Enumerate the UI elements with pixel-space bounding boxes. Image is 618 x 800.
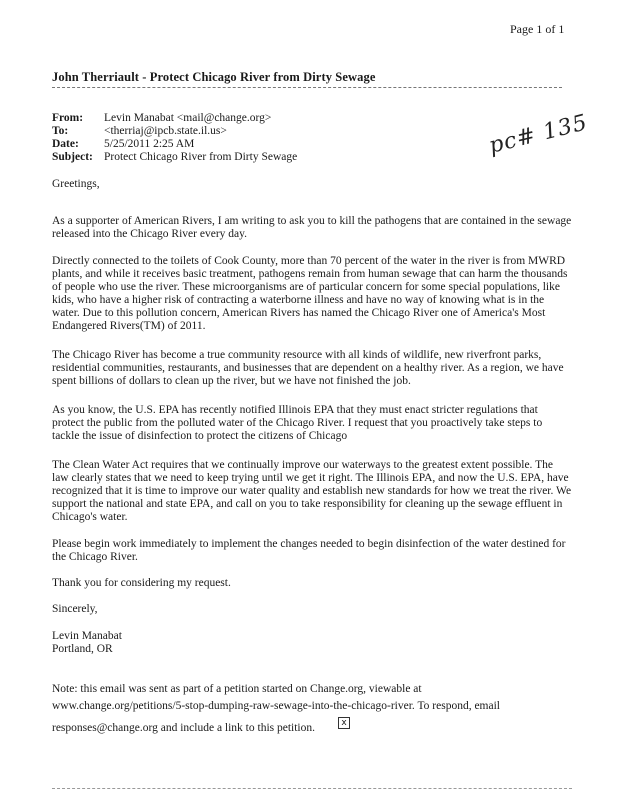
paragraph-6: Please begin work immediately to implement the changes needed to begin disinfection of the water destined for the Chicago River. bbox=[52, 538, 566, 563]
paragraph-4: As you know, the U.S. EPA has recently notified Illinois EPA that they must enact stricter regulations that protect the public from the polluted water of the Chicago River. I request that you proactively take steps to tackle the issue of disinfection to protect the citizens of Chicago bbox=[52, 404, 543, 442]
date-label: Date: bbox=[52, 138, 79, 150]
broken-image-icon: x bbox=[338, 717, 350, 729]
from-value: Levin Manabat <mail@change.org> bbox=[104, 112, 272, 124]
greeting: Greetings, bbox=[52, 178, 100, 190]
date-value: 5/25/2011 2:25 AM bbox=[104, 138, 195, 150]
subject-label: Subject: bbox=[52, 151, 93, 163]
closing: Sincerely, bbox=[52, 603, 98, 615]
note-line-1: Note: this email was sent as part of a petition started on Change.org, viewable at bbox=[52, 683, 422, 695]
to-label: To: bbox=[52, 125, 69, 137]
title-divider bbox=[52, 87, 562, 88]
note-line-3: responses@change.org and include a link to this petition. bbox=[52, 722, 316, 734]
paragraph-7: Thank you for considering my request. bbox=[52, 577, 231, 589]
signer-name: Levin Manabat bbox=[52, 630, 122, 642]
header-to bbox=[52, 125, 227, 138]
header-subject bbox=[52, 151, 297, 164]
note-line-2: www.change.org/petitions/5-stop-dumping-raw-sewage-into-the-chicago-river. To respond, email bbox=[52, 700, 500, 712]
footer-divider bbox=[52, 788, 572, 789]
paragraph-3: The Chicago River has become a true community resource with all kinds of wildlife, new riverfront parks, residential communities, restaurants, and businesses that are dependent on a healthy river. As a region, we have spent billions of dollars to clean up the river, but we have not finished the job. bbox=[52, 349, 564, 387]
to-value: <therriaj@ipcb.state.il.us> bbox=[104, 125, 227, 137]
header-date bbox=[52, 138, 194, 151]
signer-location: Portland, OR bbox=[52, 643, 113, 655]
page-number: Page 1 of 1 bbox=[510, 22, 565, 36]
header-from bbox=[52, 112, 271, 125]
from-label: From: bbox=[52, 112, 84, 124]
handwritten-note: pc# 135 bbox=[486, 110, 591, 159]
document-title: John Therriault - Protect Chicago River from Dirty Sewage bbox=[52, 70, 376, 84]
paragraph-5: The Clean Water Act requires that we continually improve our waterways to the greatest extent possible. The law clearly states that we need to keep trying until we get it right. The Illinois EPA, and now the U.S. EPA, have recognized that it is time to improve our water quality and establish new standards for how we treat the river. We support the national and state EPA, and call on you to take responsibility for cleaning up the sewage effluent in Chicago's water. bbox=[52, 459, 572, 523]
subject-value: Protect Chicago River from Dirty Sewage bbox=[104, 151, 298, 163]
paragraph-2: Directly connected to the toilets of Cook County, more than 70 percent of the water in the river is from MWRD plants, and while it receives basic treatment, pathogens remain from human sewage that can harm the thousands of people who use the river. These microorganisms are of particular concern for some special populations, like kids, who have a higher risk of contracting a waterborne illness and have no way of knowing what is in the water. Due to this pollution concern, American Rivers has named the Chicago River one of America's Most Endangered Rivers(TM) of 2011. bbox=[52, 255, 568, 332]
paragraph-1: As a supporter of American Rivers, I am writing to ask you to kill the pathogens that are contained in the sewage released into the Chicago River every day. bbox=[52, 215, 572, 240]
